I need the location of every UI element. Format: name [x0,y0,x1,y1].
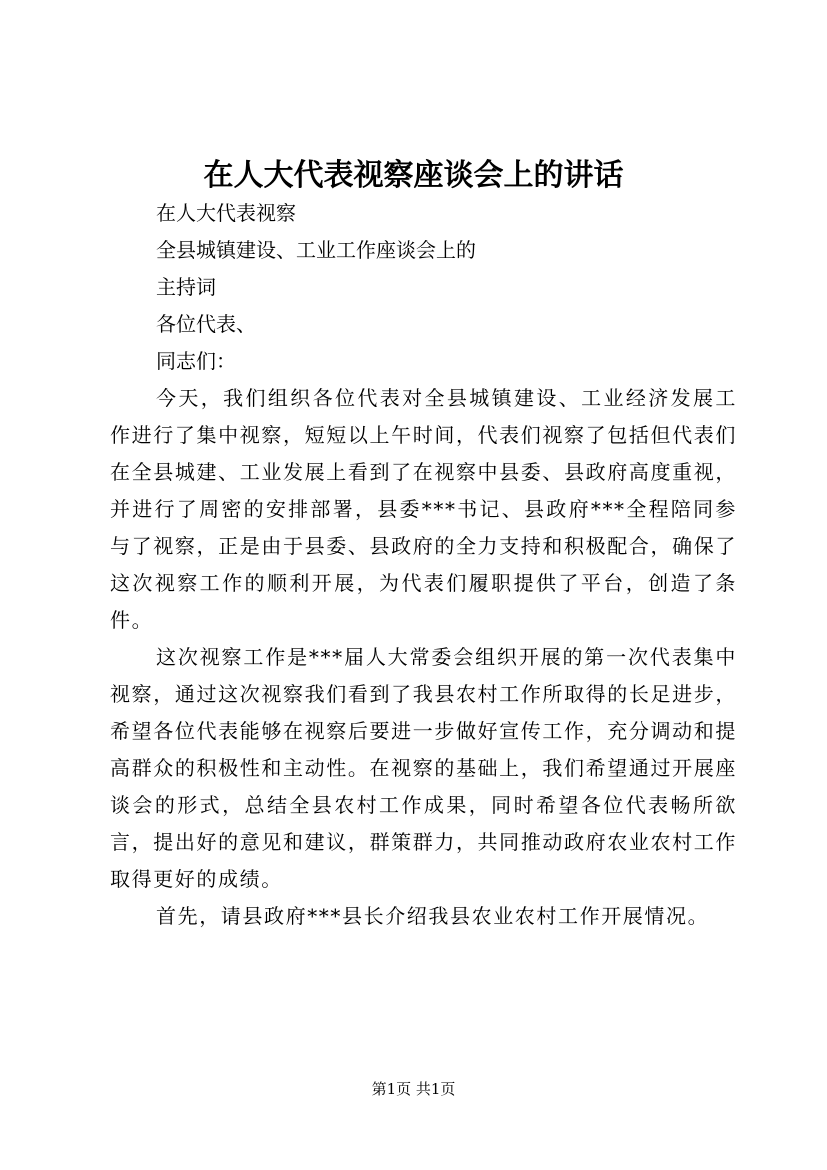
paragraph-1: 今天，我们组织各位代表对全县城镇建设、工业经济发展工作进行了集中视察，短短以上午时间，代表们视察了包括但代表们在全县城建、工业发展上看到了在视察中县委、县政府高度重视，并进行了周密的安排部署，县委***书记、县政府***全程陪同参与了视察，正是由于县委、县政府的全力支持和积极配合，确保了这次视察工作的顺利开展，为代表们履职提供了平台，创造了条件。 [110,386,737,632]
document-title: 在人大代表视察座谈会上的讲话 [203,158,624,193]
header-line-1: 在人大代表视察 [156,201,296,225]
document-body [110,195,737,935]
header-line-2: 全县城镇建设、工业工作座谈会上的 [156,238,476,262]
salutation-line-1: 各位代表、 [156,312,256,336]
header-line-3: 主持词 [156,275,216,299]
salutation-line-2: 同志们： [156,349,236,373]
page-footer: 第1页 共1页 [371,1080,456,1098]
paragraph-2: 这次视察工作是***届人大常委会组织开展的第一次代表集中视察，通过这次视察我们看到了我县农村工作所取得的长足进步，希望各位代表能够在视察后要进一步做好宣传工作，充分调动和提高群众的积极性和主动性。在视察的基础上，我们希望通过开展座谈会的形式，总结全县农村工作成果，同时希望各位代表畅所欲言，提出好的意见和建议，群策群力，共同推动政府农业农村工作取得更好的成绩。 [110,645,737,891]
paragraph-3: 首先，请县政府***县长介绍我县农业农村工作开展情况。 [156,904,710,928]
